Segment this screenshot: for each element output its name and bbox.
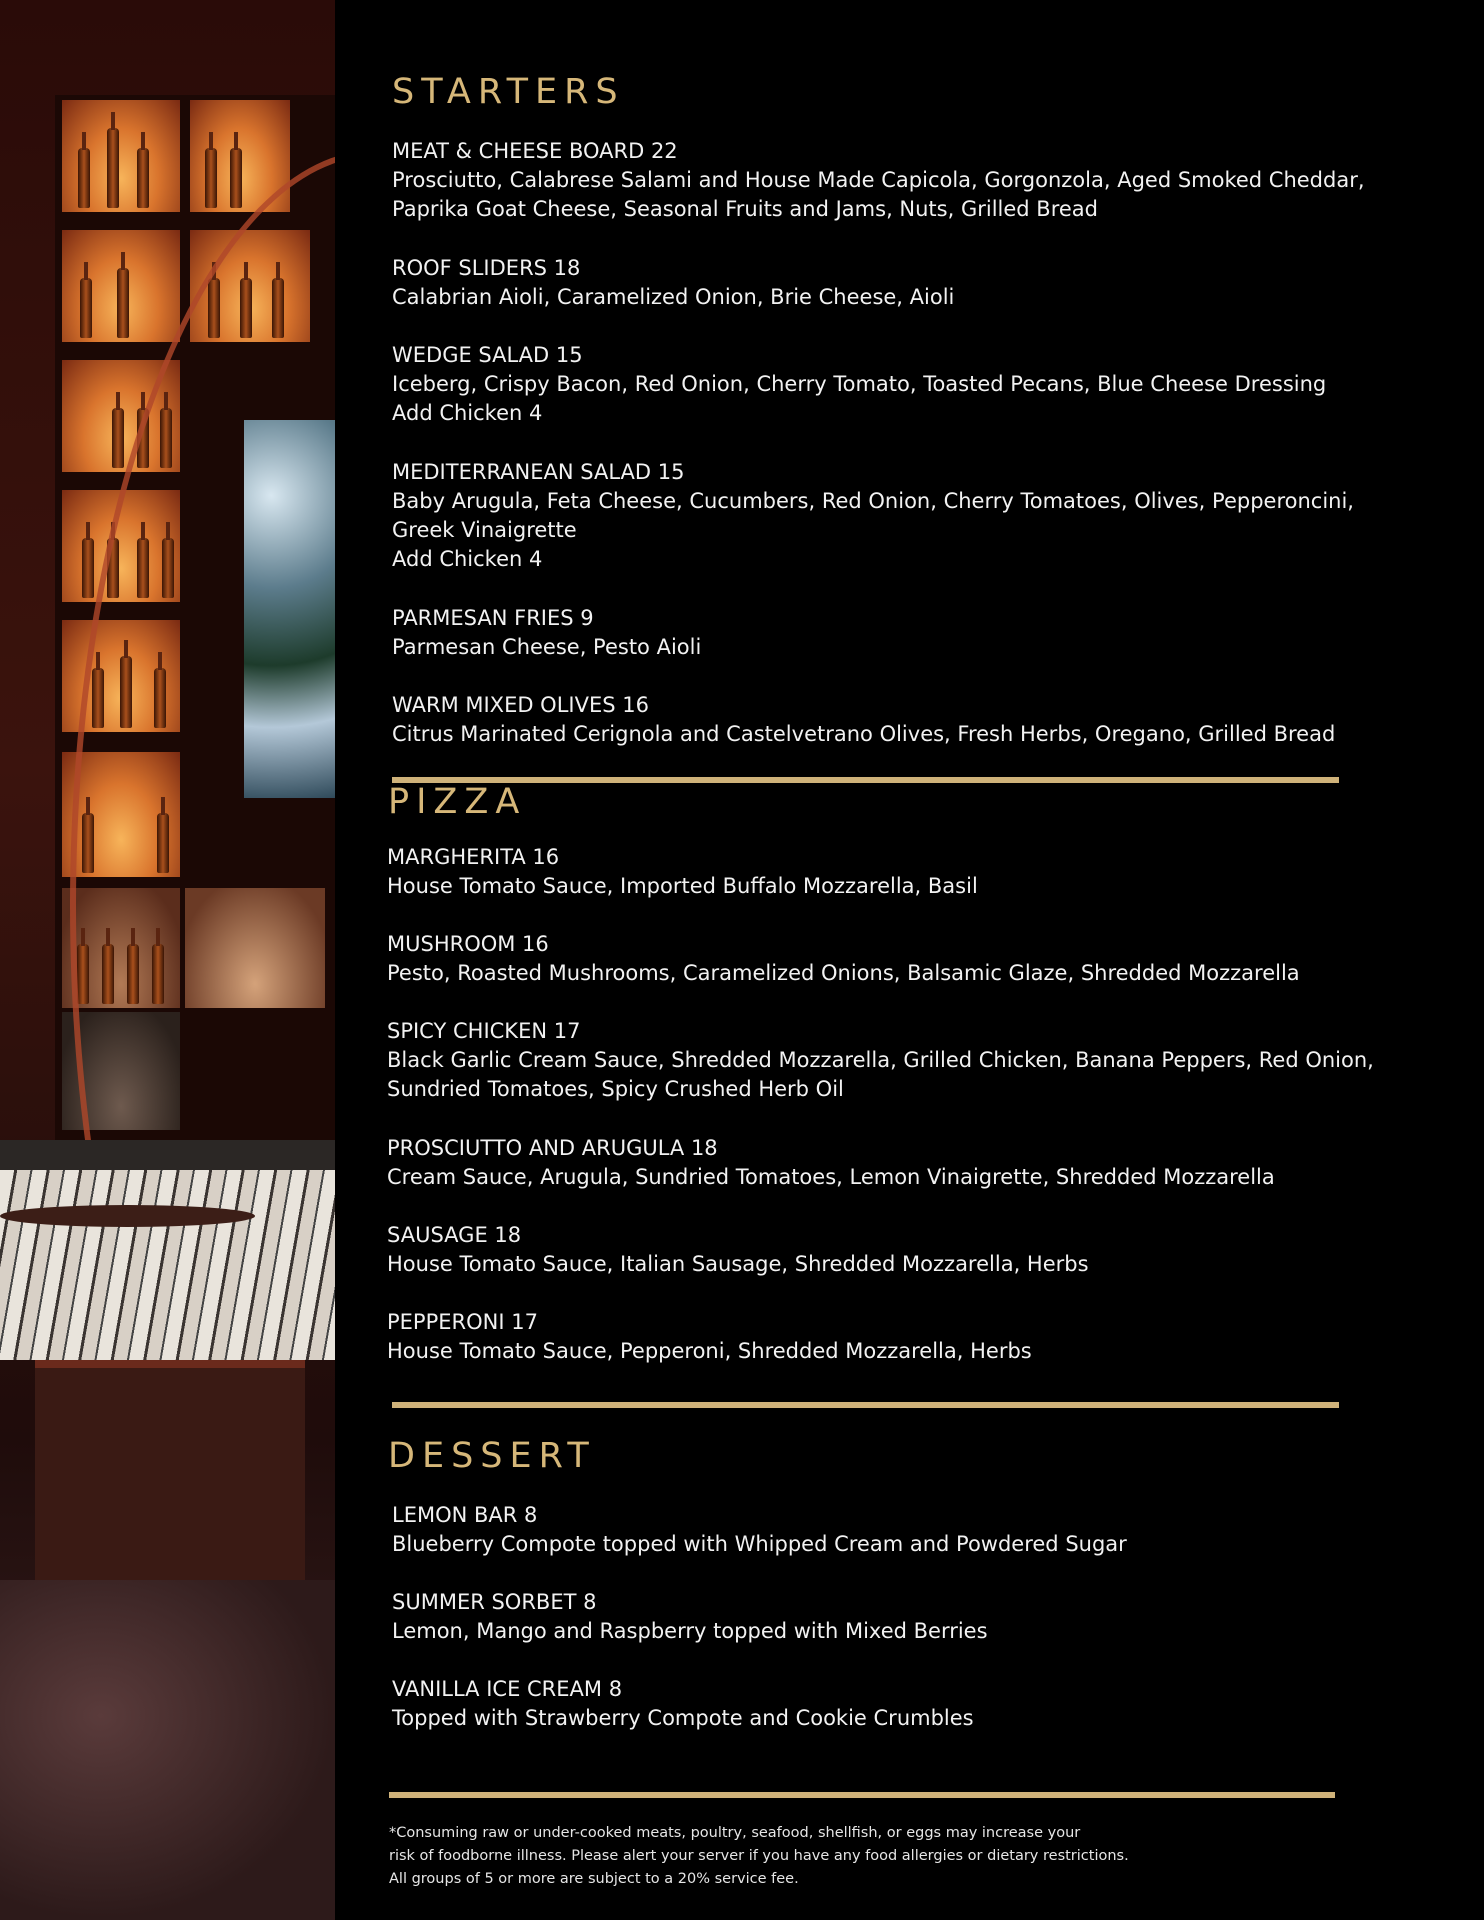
shelf-cell <box>62 100 180 212</box>
item-name: LEMON BAR 8 <box>392 1503 538 1527</box>
menu-item <box>387 1221 1407 1279</box>
item-name: VANILLA ICE CREAM 8 <box>392 1677 623 1701</box>
table <box>0 1205 255 1227</box>
restaurant-bar-photo <box>0 0 335 1920</box>
item-desc: House Tomato Sauce, Imported Buffalo Mozzarella, Basil <box>387 874 978 898</box>
item-desc: Calabrian Aioli, Caramelized Onion, Brie Cheese, Aioli <box>392 285 955 309</box>
menu-item <box>387 1017 1407 1104</box>
menu-item <box>387 843 1407 901</box>
footnote-line: All groups of 5 or more are subject to a 20% service fee. <box>389 1871 799 1887</box>
footnote-line: *Consuming raw or under-cooked meats, poultry, seafood, shellfish, or eggs may increase your <box>389 1825 1081 1841</box>
bar-counter <box>0 1140 335 1170</box>
menu-item <box>392 604 1412 662</box>
item-name: SPICY CHICKEN 17 <box>387 1019 581 1043</box>
chair <box>35 1360 305 1598</box>
item-desc: Iceberg, Crispy Bacon, Red Onion, Cherry Tomato, Toasted Pecans, Blue Cheese Dressing <box>392 372 1327 396</box>
section-title-dessert: DESSERT <box>388 1436 596 1476</box>
allergy-disclaimer <box>389 1822 1289 1891</box>
item-desc: Greek Vinaigrette <box>392 518 577 542</box>
footnote-line: risk of foodborne illness. Please alert your server if you have any food allergies or dietary restrictions. <box>389 1848 1129 1864</box>
item-desc: House Tomato Sauce, Italian Sausage, Shredded Mozzarella, Herbs <box>387 1252 1089 1276</box>
item-name: ROOF SLIDERS 18 <box>392 256 581 280</box>
sofa <box>0 1580 335 1920</box>
item-desc: Blueberry Compote topped with Whipped Cream and Powdered Sugar <box>392 1532 1127 1556</box>
item-desc: Parmesan Cheese, Pesto Aioli <box>392 635 702 659</box>
menu <box>387 0 1390 1920</box>
menu-item <box>392 458 1412 574</box>
menu-item <box>392 137 1412 224</box>
item-desc: Paprika Goat Cheese, Seasonal Fruits and Jams, Nuts, Grilled Bread <box>392 197 1098 221</box>
menu-item <box>392 691 1412 749</box>
item-name: PROSCIUTTO AND ARUGULA 18 <box>387 1136 718 1160</box>
section-title-starters: STARTERS <box>392 72 625 112</box>
section-divider <box>392 777 1339 783</box>
item-desc: Add Chicken 4 <box>392 547 543 571</box>
menu-item <box>392 341 1412 428</box>
item-name: WEDGE SALAD 15 <box>392 343 583 367</box>
menu-item <box>392 1675 1412 1733</box>
item-name: MEDITERRANEAN SALAD 15 <box>392 460 685 484</box>
menu-item <box>387 1134 1407 1192</box>
item-name: SUMMER SORBET 8 <box>392 1590 597 1614</box>
menu-item <box>387 930 1407 988</box>
item-desc: Prosciutto, Calabrese Salami and House Made Capicola, Gorgonzola, Aged Smoked Cheddar, <box>392 168 1365 192</box>
menu-item <box>392 254 1412 312</box>
item-desc: Add Chicken 4 <box>392 401 543 425</box>
menu-item <box>392 1588 1412 1646</box>
item-name: PARMESAN FRIES 9 <box>392 606 594 630</box>
shelf-cell <box>62 230 180 342</box>
item-name: PEPPERONI 17 <box>387 1310 538 1334</box>
menu-item <box>392 1501 1412 1559</box>
menu-item <box>387 1308 1407 1366</box>
item-desc: Cream Sauce, Arugula, Sundried Tomatoes, Lemon Vinaigrette, Shredded Mozzarella <box>387 1165 1275 1189</box>
item-name: SAUSAGE 18 <box>387 1223 522 1247</box>
item-desc: Topped with Strawberry Compote and Cookie Crumbles <box>392 1706 974 1730</box>
item-desc: Black Garlic Cream Sauce, Shredded Mozzarella, Grilled Chicken, Banana Peppers, Red Onion, <box>387 1048 1374 1072</box>
item-name: MEAT & CHEESE BOARD 22 <box>392 139 678 163</box>
item-desc: Pesto, Roasted Mushrooms, Caramelized Onions, Balsamic Glaze, Shredded Mozzarella <box>387 961 1300 985</box>
section-divider <box>392 1402 1339 1408</box>
item-desc: Baby Arugula, Feta Cheese, Cucumbers, Red Onion, Cherry Tomatoes, Olives, Pepperoncini, <box>392 489 1354 513</box>
section-divider <box>389 1792 1335 1798</box>
item-name: WARM MIXED OLIVES 16 <box>392 693 649 717</box>
item-desc: Lemon, Mango and Raspberry topped with Mixed Berries <box>392 1619 988 1643</box>
item-name: MARGHERITA 16 <box>387 845 560 869</box>
section-title-pizza: PIZZA <box>388 782 527 822</box>
item-desc: Citrus Marinated Cerignola and Castelvetrano Olives, Fresh Herbs, Oregano, Grilled Bread <box>392 722 1336 746</box>
item-desc: House Tomato Sauce, Pepperoni, Shredded Mozzarella, Herbs <box>387 1339 1032 1363</box>
item-desc: Sundried Tomatoes, Spicy Crushed Herb Oil <box>387 1077 844 1101</box>
item-name: MUSHROOM 16 <box>387 932 549 956</box>
bar-base <box>0 1170 335 1360</box>
